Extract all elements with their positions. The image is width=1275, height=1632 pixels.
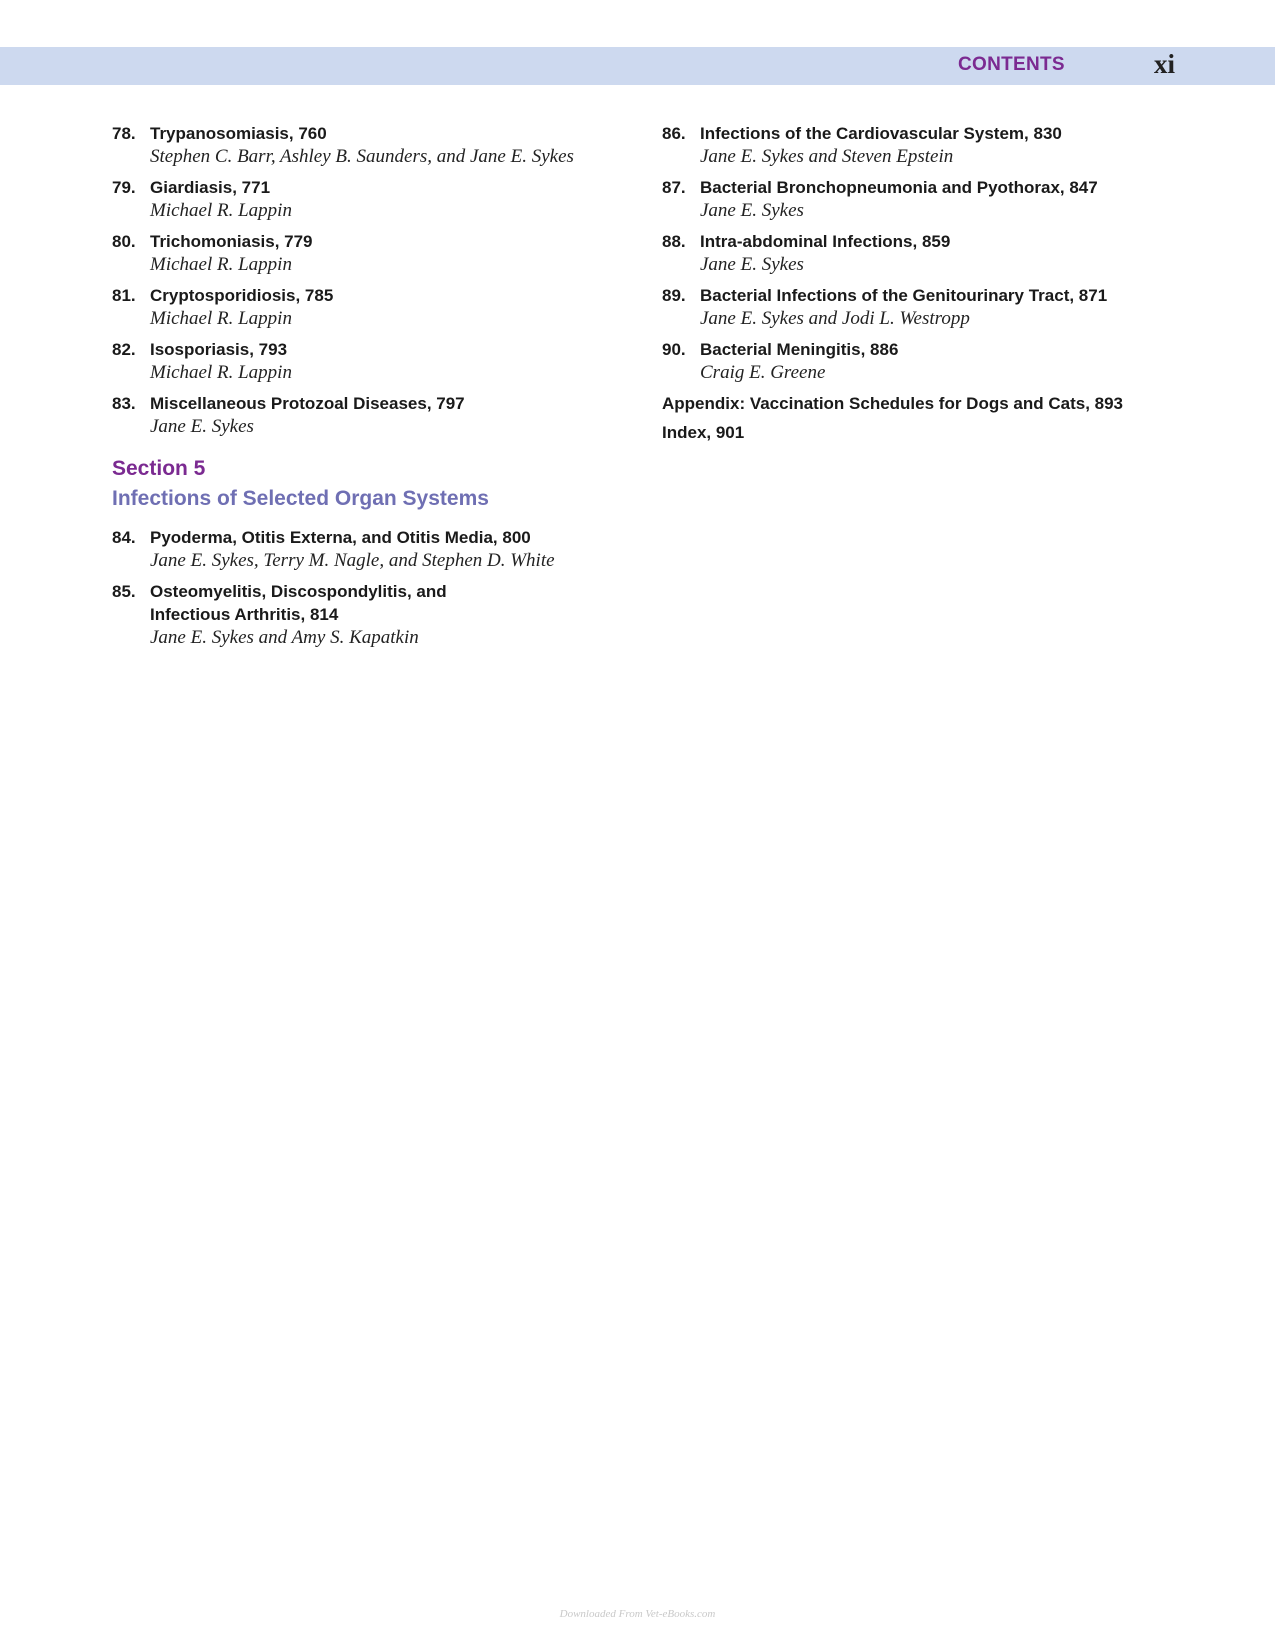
chapter-authors: Craig E. Greene	[700, 362, 826, 383]
chapter-title[interactable]: Miscellaneous Protozoal Diseases, 797	[150, 394, 465, 413]
chapter-title[interactable]: Trichomoniasis, 779	[150, 232, 313, 251]
toc-entry-86[interactable]	[662, 122, 1182, 168]
chapter-title-line-1[interactable]: Osteomyelitis, Discospondylitis, and	[150, 582, 447, 601]
running-header-label: CONTENTS	[958, 54, 1065, 75]
toc-entry-90[interactable]	[662, 338, 1182, 384]
chapter-number: 82.	[112, 340, 136, 359]
toc-entry-82[interactable]	[112, 338, 632, 384]
section-number: Section 5	[112, 457, 206, 480]
chapter-number: 89.	[662, 286, 686, 305]
toc-entry-87[interactable]	[662, 176, 1182, 222]
header-band	[0, 47, 1275, 85]
chapter-title[interactable]: Pyoderma, Otitis Externa, and Otitis Media, 800	[150, 528, 531, 547]
chapter-number: 78.	[112, 124, 136, 143]
chapter-number: 84.	[112, 528, 136, 547]
section-title[interactable]: Infections of Selected Organ Systems	[112, 487, 489, 510]
chapter-authors: Jane E. Sykes	[700, 254, 804, 275]
chapter-title-line-2[interactable]: Infectious Arthritis, 814	[150, 605, 339, 624]
chapter-authors: Michael R. Lappin	[150, 200, 292, 221]
chapter-title[interactable]: Trypanosomiasis, 760	[150, 124, 327, 143]
chapter-authors: Jane E. Sykes, Terry M. Nagle, and Stephen D. White	[150, 550, 555, 571]
chapter-number: 83.	[112, 394, 136, 413]
chapter-title[interactable]: Bacterial Infections of the Genitourinary Tract, 871	[700, 286, 1108, 305]
chapter-authors: Jane E. Sykes	[150, 416, 254, 437]
toc-entry-84[interactable]	[112, 526, 632, 572]
chapter-number: 81.	[112, 286, 136, 305]
chapter-title[interactable]: Infections of the Cardiovascular System, 830	[700, 124, 1062, 143]
page-number: xi	[1154, 49, 1176, 79]
chapter-authors: Jane E. Sykes and Amy S. Kapatkin	[150, 627, 419, 648]
chapter-number: 79.	[112, 178, 136, 197]
toc-entry-79[interactable]	[112, 176, 632, 222]
chapter-authors: Stephen C. Barr, Ashley B. Saunders, and Jane E. Sykes	[150, 146, 574, 167]
section-heading	[112, 454, 632, 514]
chapter-authors: Jane E. Sykes and Jodi L. Westropp	[700, 308, 970, 329]
toc-entry-80[interactable]	[112, 230, 632, 276]
chapter-authors: Jane E. Sykes	[700, 200, 804, 221]
toc-entry-83[interactable]	[112, 392, 632, 438]
appendix-entry[interactable]: Appendix: Vaccination Schedules for Dogs and Cats, 893	[662, 394, 1124, 413]
chapter-number: 80.	[112, 232, 136, 251]
download-watermark: Downloaded From Vet-eBooks.com	[559, 1608, 716, 1620]
toc-right-column	[662, 122, 1182, 450]
toc-entry-78[interactable]	[112, 122, 632, 168]
toc-entry-88[interactable]	[662, 230, 1182, 276]
chapter-authors: Michael R. Lappin	[150, 254, 292, 275]
chapter-title[interactable]: Bacterial Bronchopneumonia and Pyothorax, 847	[700, 178, 1098, 197]
toc-entry-89[interactable]	[662, 284, 1182, 330]
chapter-title[interactable]: Isosporiasis, 793	[150, 340, 288, 359]
chapter-authors: Jane E. Sykes and Steven Epstein	[700, 146, 954, 167]
chapter-authors: Michael R. Lappin	[150, 362, 292, 383]
chapter-authors: Michael R. Lappin	[150, 308, 292, 329]
chapter-title[interactable]: Giardiasis, 771	[150, 178, 271, 197]
toc-entry-85[interactable]	[112, 580, 632, 649]
chapter-number: 86.	[662, 124, 686, 143]
chapter-title[interactable]: Intra-abdominal Infections, 859	[700, 232, 951, 251]
toc-left-column	[112, 122, 632, 657]
chapter-title[interactable]: Cryptosporidiosis, 785	[150, 286, 334, 305]
index-entry[interactable]: Index, 901	[662, 423, 745, 442]
chapter-number: 88.	[662, 232, 686, 251]
toc-entry-81[interactable]	[112, 284, 632, 330]
chapter-number: 85.	[112, 582, 136, 601]
chapter-number: 90.	[662, 340, 686, 359]
chapter-number: 87.	[662, 178, 686, 197]
chapter-title[interactable]: Bacterial Meningitis, 886	[700, 340, 899, 359]
